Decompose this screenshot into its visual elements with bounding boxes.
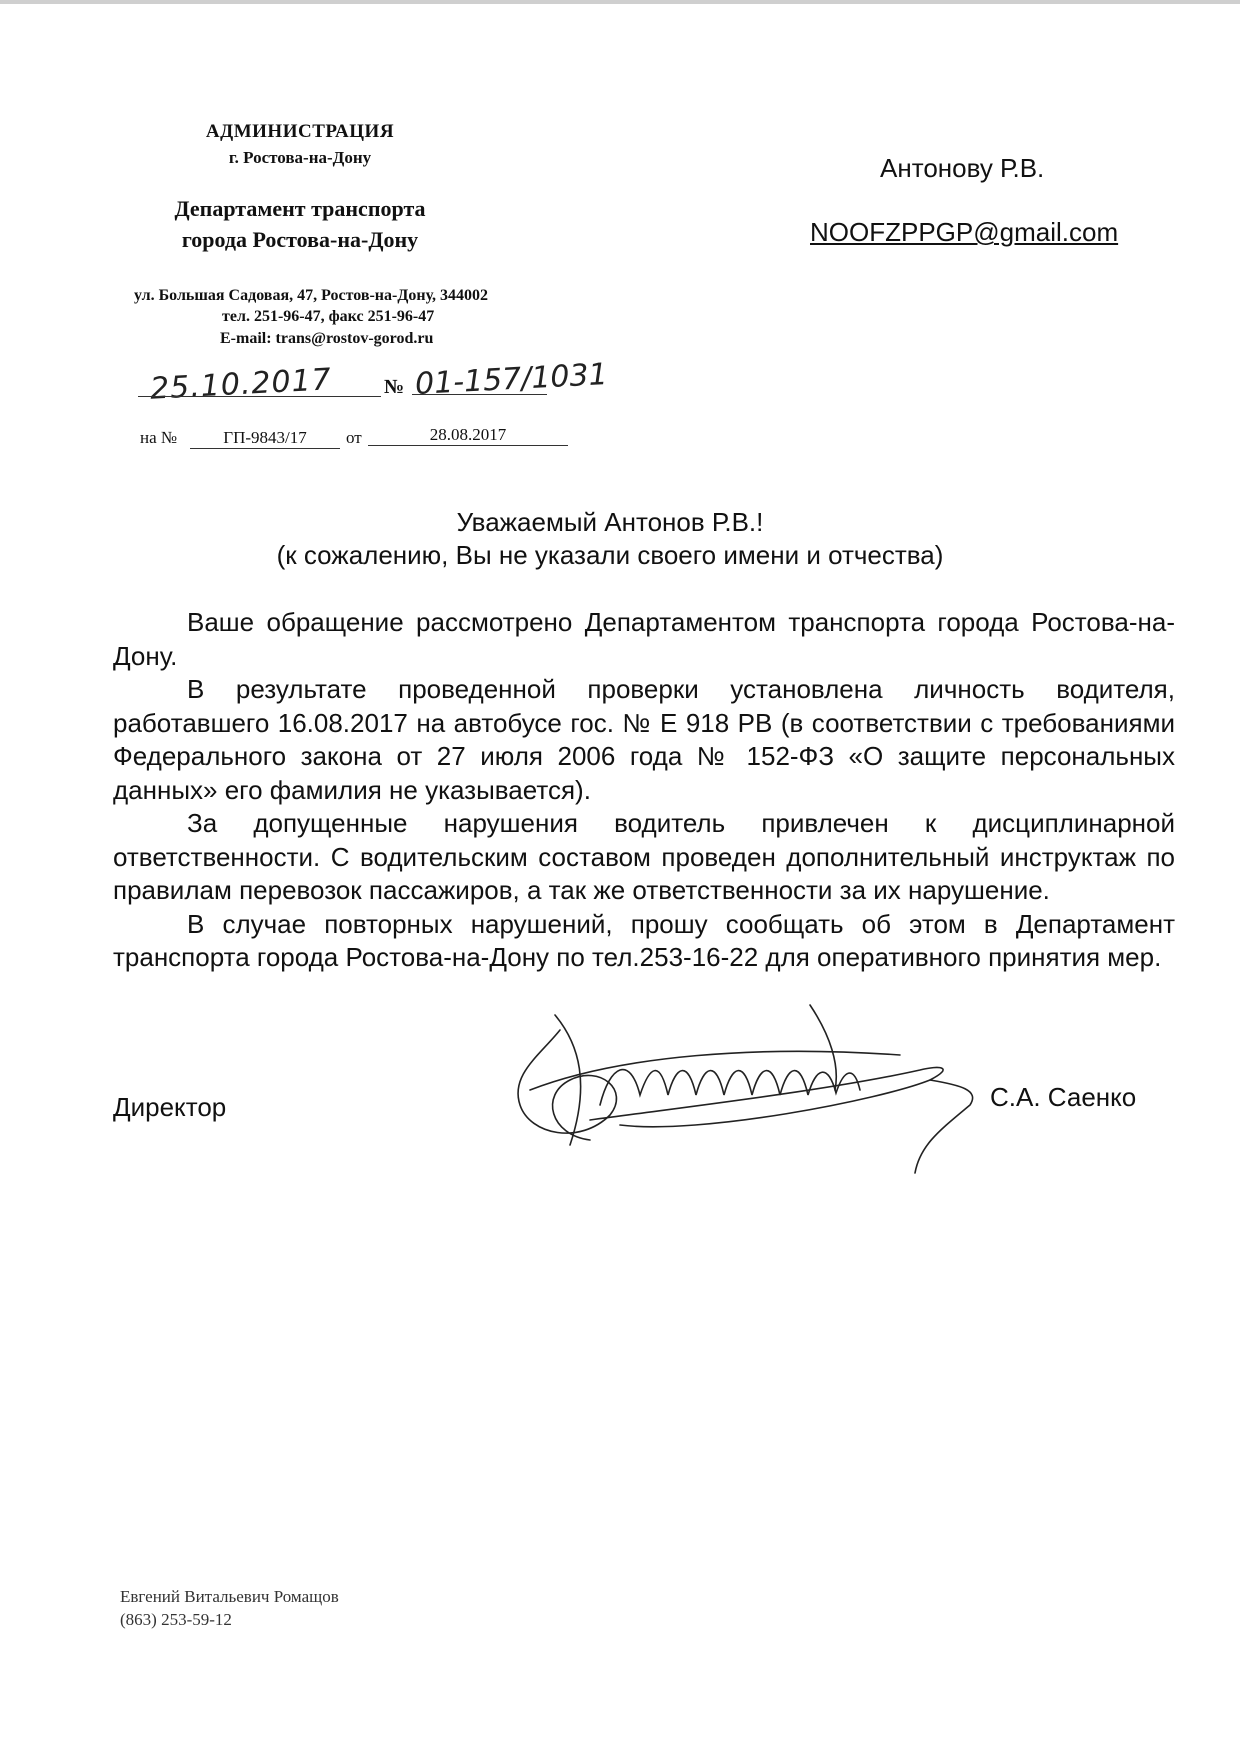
addressee-email: NOOFZPPGP@gmail.com	[810, 217, 1119, 247]
letterhead-organization: АДМИНИСТРАЦИЯ	[205, 121, 395, 142]
reply-to-number: ГП-9843/17	[190, 428, 340, 449]
reply-to-label: на №	[140, 428, 178, 447]
letterhead-email: E-mail: trans@rostov-gorod.ru	[220, 330, 434, 347]
registration-date: 25.10.2017	[149, 362, 333, 407]
letterhead-city: г. Ростова-на-Дону	[228, 148, 372, 167]
body-paragraph-1: Ваше обращение рассмотрено Департаментом транспорта города Ростова-на-Дону.	[113, 607, 1175, 671]
salutation-line1: Уважаемый Антонов Р.В.!	[456, 507, 764, 537]
salutation-line2: (к сожалению, Вы не указали своего имени и отчества)	[276, 540, 944, 570]
registration-number: 01-157/1031	[414, 356, 609, 403]
handwritten-signature	[500, 995, 1010, 1175]
executor-phone: (863) 253-59-12	[120, 1610, 232, 1629]
signatory-title: Директор	[113, 1092, 227, 1122]
body-paragraph-3: За допущенные нарушения водитель привлечен к дисциплинарной ответственности. С водительским составом проведен дополнительный инструктаж по правилам перевозок пассажиров, а так же ответственности за их нарушение.	[113, 808, 1175, 905]
letterhead-phones: тел. 251-96-47, факс 251-96-47	[222, 308, 435, 325]
registration-number-sign: №	[384, 376, 405, 398]
letterhead-department-line2: города Ростова-на-Дону	[181, 227, 419, 252]
registration-number-underline	[412, 394, 547, 395]
registration-date-underline	[138, 396, 381, 397]
addressee-name: Антонову Р.В.	[880, 153, 1045, 183]
executor-name: Евгений Витальевич Ромащов	[120, 1587, 339, 1606]
letter-body	[113, 606, 1175, 975]
letterhead-department-line1: Департамент транспорта	[174, 196, 426, 221]
reply-to-date: 28.08.2017	[368, 425, 568, 446]
scan-edge	[0, 0, 1240, 4]
body-paragraph-4: В случае повторных нарушений, прошу сообщать об этом в Департамент транспорта города Ростова-на-Дону по тел.253-16-22 для оперативного принятия мер.	[113, 908, 1175, 972]
reply-from-label: от	[346, 428, 362, 447]
letterhead-address: ул. Большая Садовая, 47, Ростов-на-Дону, 344002	[134, 287, 488, 304]
signatory-name: С.А. Саенко	[990, 1082, 1137, 1112]
body-paragraph-2: В результате проведенной проверки установлена личность водителя, работавшего 16.08.2017 на автобусе гос. № Е 918 РВ (в соответствии с требованиями Федерального закона от 27 июля 2006 года № 152-ФЗ «О защите персональных данных» его фамилия не указывается).	[113, 674, 1175, 805]
